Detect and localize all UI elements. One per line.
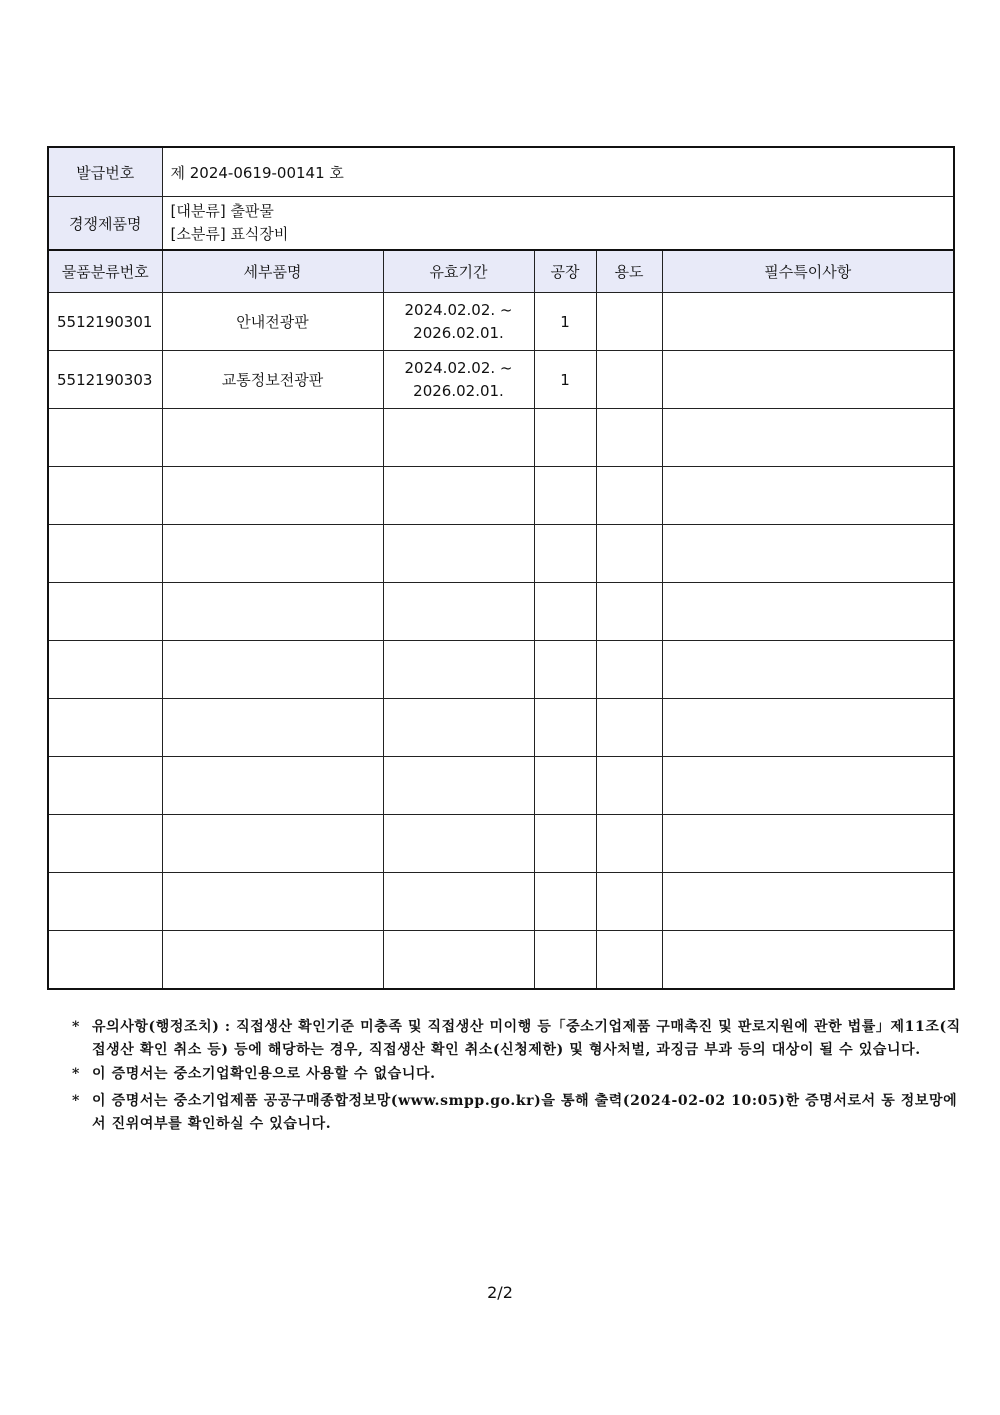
certificate-document (47, 146, 953, 990)
minor-category: [소분류] 표식장비 (170, 225, 289, 243)
major-category: [대분류] 출판물 (170, 202, 274, 220)
notes-section (72, 1016, 962, 1137)
item-validity (383, 293, 534, 351)
empty-row (48, 525, 954, 583)
issue-number-value: 제 2024-0619-00141 호 (162, 147, 954, 197)
empty-row (48, 641, 954, 699)
empty-row (48, 467, 954, 525)
note-item (72, 1090, 962, 1136)
item-name: 교통정보전광판 (162, 351, 383, 409)
product-name-label: 경쟁제품명 (48, 197, 162, 251)
note-marker: * (72, 1066, 80, 1082)
table-row (48, 351, 954, 409)
col-header-item: 세부품명 (162, 250, 383, 293)
note-text: 이 증명서는 중소기업확인용으로 사용할 수 없습니다. (92, 1066, 436, 1082)
item-use (596, 293, 662, 351)
col-header-notes: 필수특이사항 (662, 250, 954, 293)
note-marker: * (72, 1019, 80, 1035)
empty-row (48, 931, 954, 990)
item-use (596, 351, 662, 409)
note-text: 이 증명서는 중소기업제품 공공구매종합정보망(www.smpp.go.kr)을 통해 출력(2024-02-02 10:05)한 증명서로서 동 정보망에서 진위여부를 확인하실 수 있습니다. (92, 1093, 958, 1132)
empty-row (48, 583, 954, 641)
empty-row (48, 815, 954, 873)
col-header-code: 물품분류번호 (48, 250, 162, 293)
product-category-cell (162, 197, 954, 251)
item-notes (662, 293, 954, 351)
empty-row (48, 757, 954, 815)
validity-from: 2024.02.02. ~ (404, 300, 513, 319)
item-factory: 1 (534, 351, 596, 409)
issue-number-label: 발급번호 (48, 147, 162, 197)
validity-from: 2024.02.02. ~ (404, 358, 513, 377)
validity-to: 2026.02.01. (413, 323, 504, 342)
table-row (48, 293, 954, 351)
note-marker: * (72, 1093, 80, 1109)
product-name-row (48, 197, 954, 251)
item-factory: 1 (534, 293, 596, 351)
note-item (72, 1016, 962, 1062)
info-table (47, 146, 955, 990)
empty-row (48, 409, 954, 467)
issue-number-row (48, 147, 954, 197)
empty-row (48, 699, 954, 757)
col-header-use: 용도 (596, 250, 662, 293)
item-name: 안내전광판 (162, 293, 383, 351)
item-notes (662, 351, 954, 409)
note-item (72, 1063, 962, 1086)
note-text: 유의사항(행정조치) : 직접생산 확인기준 미충족 및 직접생산 미이행 등「중소기업제품 구매촉진 및 판로지원에 관한 법률」제11조(직접생산 확인 취소 등) 등에 해당하는 경우, 직접생산 확인 취소(신청제한) 및 형사처벌, 과징금 부과 등의 대상이 될 수 있습니다. (92, 1019, 961, 1058)
validity-to: 2026.02.01. (413, 381, 504, 400)
item-code: 5512190303 (48, 351, 162, 409)
col-header-factory: 공장 (534, 250, 596, 293)
page-number: 2/2 (487, 1283, 513, 1302)
col-header-validity: 유효기간 (383, 250, 534, 293)
item-validity (383, 351, 534, 409)
column-header-row (48, 250, 954, 293)
empty-row (48, 873, 954, 931)
item-code: 5512190301 (48, 293, 162, 351)
